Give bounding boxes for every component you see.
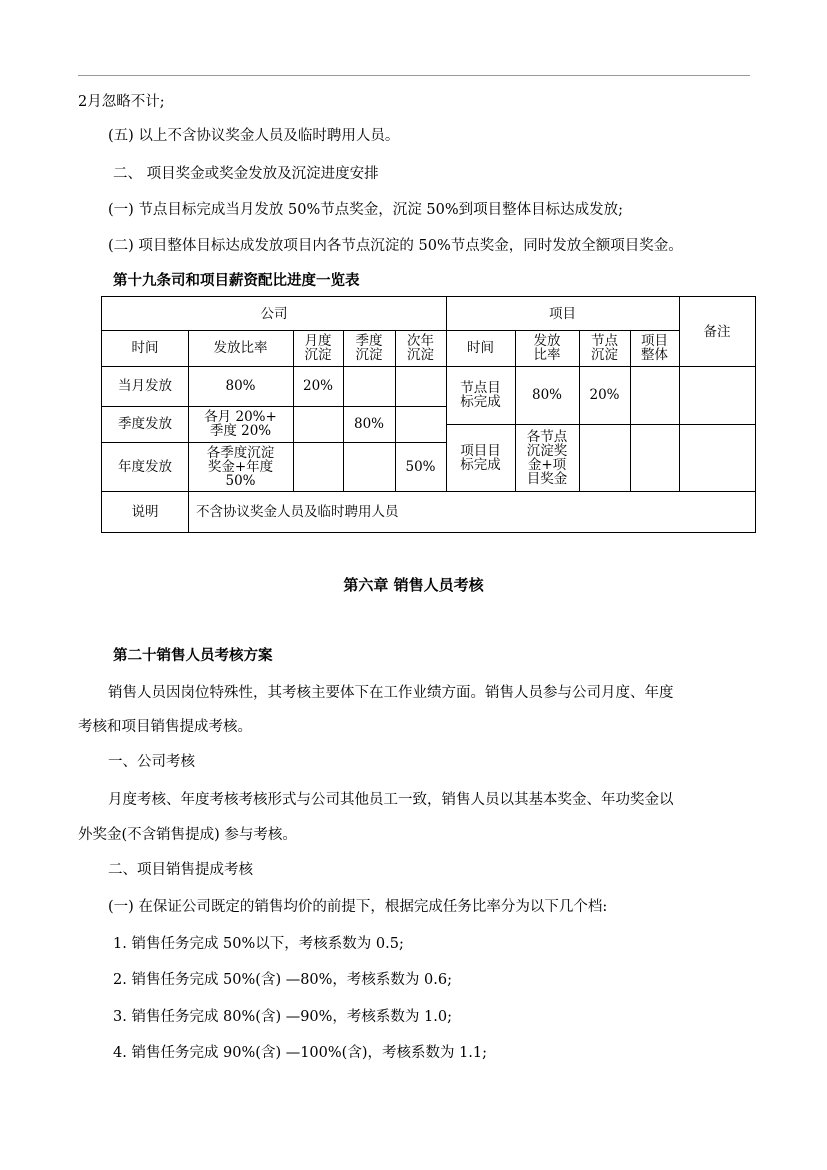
paragraph: 二、项目销售提成考核	[108, 862, 253, 878]
section-title: 第二十销售人员考核方案	[113, 647, 273, 664]
row-quarterly-label: 季度发放	[118, 416, 172, 432]
list-item: 2. 销售任务完成 50%(含) —80%，考核系数为 0.6;	[113, 972, 452, 988]
proj-whole-rate: 各节点 沉淀奖 金+项 目奖金	[526, 428, 568, 487]
company-header: 公司	[260, 305, 288, 322]
row-annual-label: 年度发放	[118, 458, 172, 475]
proj-node-deposit: 20%	[589, 387, 620, 403]
paragraph: 销售人员因岗位特殊性，其考核主要体下在工作业绩方面。销售人员参与公司月度、年度	[108, 685, 674, 701]
row-monthly-label: 当月发放	[118, 378, 172, 394]
col-project-rate: 发放 比率	[533, 333, 561, 363]
col-node-deposit: 节点 沉淀	[591, 333, 618, 363]
note-label: 说明	[131, 503, 159, 520]
section-heading: 二、 项目奖金或奖金发放及沉淀进度安排	[113, 166, 379, 182]
col-rate: 发放比率	[213, 340, 268, 356]
salary-ratio-table	[101, 296, 756, 533]
row-monthly-deposit: 20%	[302, 378, 333, 394]
col-project-time: 时间	[467, 340, 494, 356]
paragraph: 月度考核、年度考核考核形式与公司其他员工一致，销售人员以其基本奖金、年功奖金以	[108, 792, 674, 808]
list-item: 3. 销售任务完成 80%(含) —90%，考核系数为 1.0;	[113, 1009, 452, 1025]
header-rule	[78, 75, 750, 76]
row-annual-rate: 各季度沉淀 奖金+年度 50%	[206, 444, 275, 489]
proj-whole-label: 项目目 标完成	[460, 442, 501, 473]
paragraph: (五) 以上不含协议奖金人员及临时聘用人员。	[108, 128, 400, 144]
chapter-title: 第六章 销售人员考核	[343, 576, 484, 594]
project-header: 项目	[549, 305, 576, 322]
paragraph: (二) 项目整体目标达成发放项目内各节点沉淀的 50%节点奖金，同时发放全额项目奖金。	[108, 238, 683, 254]
row-annual-deposit: 50%	[405, 458, 436, 475]
col-month-deposit: 月度 沉淀	[304, 333, 332, 363]
list-item: 1. 销售任务完成 50%以下，考核系数为 0.5;	[113, 936, 404, 952]
proj-node-rate: 80%	[531, 387, 562, 403]
row-quarterly-deposit: 80%	[353, 416, 384, 432]
paragraph: 考核和项目销售提成考核。	[78, 719, 252, 735]
col-project-whole: 项目 整体	[641, 333, 668, 363]
paragraph: (一) 在保证公司既定的销售均价的前提下，根据完成任务比率分为以下几个档:	[108, 899, 608, 915]
table-title: 第十九条司和项目薪资配比进度一览表	[113, 272, 360, 289]
row-quarterly-rate: 各月 20%+ 季度 20%	[204, 409, 277, 439]
paragraph: 2月忽略不计;	[78, 94, 165, 110]
paragraph: 外奖金(不含销售提成) 参与考核。	[78, 827, 297, 843]
row-monthly-rate: 80%	[225, 378, 256, 394]
col-next-year-deposit: 次年 沉淀	[407, 333, 434, 363]
remark-header: 备注	[703, 323, 731, 340]
list-item: 4. 销售任务完成 90%(含) —100%(含)，考核系数为 1.1;	[113, 1045, 488, 1061]
paragraph: 一、公司考核	[108, 754, 195, 770]
col-time: 时间	[131, 340, 159, 356]
col-quarter-deposit: 季度 沉淀	[355, 333, 383, 363]
proj-node-label: 节点目 标完成	[460, 380, 501, 410]
paragraph: (一) 节点目标完成当月发放 50%节点奖金，沉淀 50%到项目整体目标达成发放;	[108, 202, 623, 218]
note-text: 不含协议奖金人员及临时聘用人员	[196, 503, 399, 520]
